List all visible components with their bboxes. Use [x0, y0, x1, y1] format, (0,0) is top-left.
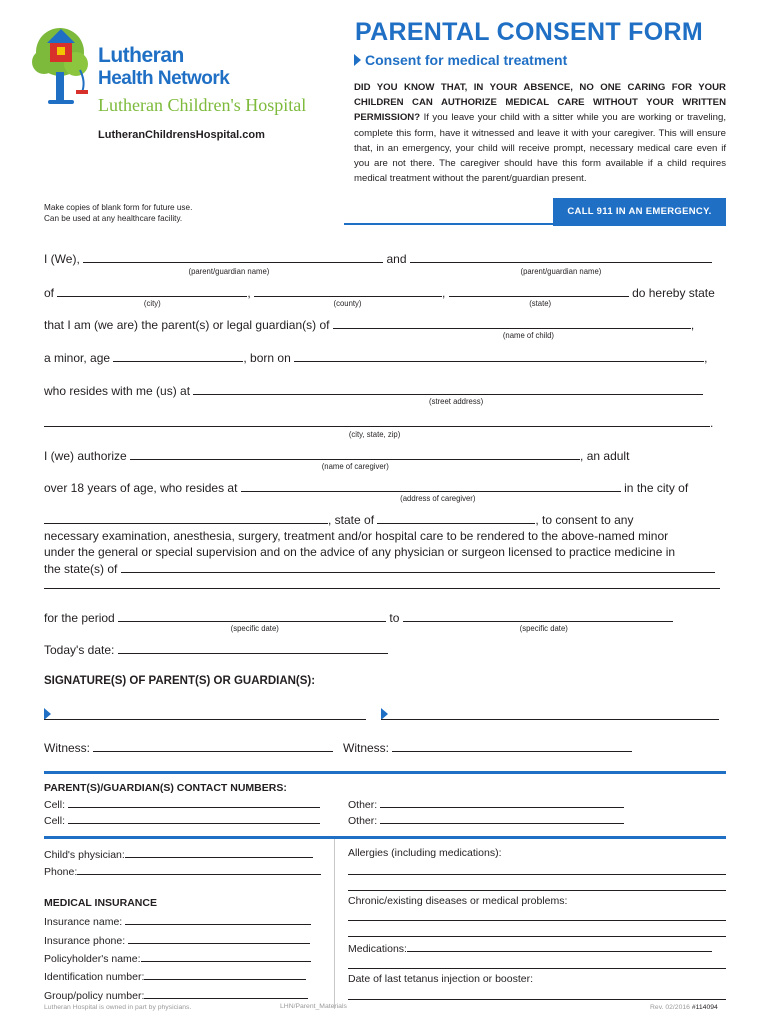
intro-paragraph [354, 80, 726, 186]
copies-note-line1: Make copies of blank form for future use. [44, 203, 193, 212]
section-divider-1 [44, 771, 726, 774]
period-end-field[interactable] [403, 609, 673, 622]
age-field[interactable] [113, 349, 243, 362]
brand-name-lutheran: Lutheran [98, 44, 184, 67]
page-title: PARENTAL CONSENT FORM [355, 18, 703, 46]
caption-child-name: (name of child) [502, 330, 555, 340]
city-state-zip-field[interactable] [44, 414, 710, 427]
street-address-field[interactable] [193, 382, 703, 395]
label-in-the-city-of: in the city of [624, 481, 689, 495]
other-field-1[interactable] [380, 797, 624, 808]
caption-county: (county) [333, 298, 362, 308]
emergency-banner-text: CALL 911 IN AN EMERGENCY. [567, 206, 712, 217]
label-witness-2: Witness: [343, 741, 390, 755]
label-i-we: I (We), [44, 252, 80, 266]
row-state-of [44, 511, 633, 527]
emergency-banner [553, 198, 726, 226]
column-divider [334, 839, 335, 1009]
consent-paragraph-line2: under the general or special supervision and on the advice of any physician or surgeon licensed to practice medicine in [44, 545, 676, 559]
states-field[interactable] [121, 560, 715, 573]
row-minor-age [44, 349, 707, 365]
physician-field[interactable] [125, 847, 313, 858]
triangle-right-icon [354, 54, 361, 66]
row-cell-2 [44, 813, 320, 827]
label-to: to [389, 611, 400, 625]
copies-note-line2: Can be used at any healthcare facility. [44, 214, 183, 223]
row-parent-of [44, 316, 694, 332]
footer-ownership-note: Lutheran Hospital is owned in part by physicians. [44, 1004, 192, 1011]
identification-field[interactable] [144, 969, 306, 980]
county-field[interactable] [254, 284, 442, 297]
caregiver-address-field[interactable] [241, 479, 621, 492]
label-an-adult: , an adult [580, 449, 630, 463]
footer-form-number: #114094 [691, 1004, 718, 1011]
caption-parent-name-1: (parent/guardian name) [188, 266, 270, 276]
cell-field-1[interactable] [68, 797, 320, 808]
page-subtitle [354, 52, 567, 68]
row-witness-2 [343, 739, 632, 755]
row-identification [44, 969, 306, 983]
caption-parent-name-2: (parent/guardian name) [520, 266, 602, 276]
subtitle-text: Consent for medical treatment [365, 52, 568, 68]
caption-city: (city) [143, 298, 161, 308]
caregiver-state-field[interactable] [377, 511, 535, 524]
insurance-name-field[interactable] [125, 914, 311, 925]
header-rule [344, 223, 554, 225]
city-field[interactable] [57, 284, 247, 297]
chronic-field-1[interactable] [348, 920, 726, 921]
witness-field-2[interactable] [392, 739, 632, 752]
caption-city-state-zip: (city, state, zip) [348, 429, 401, 439]
label-insurance-name: Insurance name: [44, 916, 123, 928]
parent-name-field-1[interactable] [83, 250, 383, 263]
signatures-heading: SIGNATURE(S) OF PARENT(S) OR GUARDIAN(S): [44, 675, 316, 687]
row-states-of [44, 560, 715, 576]
row-cell-1 [44, 797, 320, 811]
caregiver-name-field[interactable] [130, 447, 580, 460]
row-policyholder [44, 951, 311, 965]
label-phone: Phone: [44, 866, 78, 878]
caption-date-1: (specific date) [230, 623, 279, 633]
label-other-1: Other: [348, 799, 378, 811]
caregiver-city-field[interactable] [44, 511, 328, 524]
brand-name-childrens-hospital: Lutheran Children's Hospital [98, 95, 307, 115]
label-cell-1: Cell: [44, 799, 66, 811]
label-chronic: Chronic/existing diseases or medical problems: [348, 895, 568, 907]
label-i-authorize: I (we) authorize [44, 449, 127, 463]
row-resides [44, 382, 703, 398]
label-tetanus: Date of last tetanus injection or booster: [348, 973, 534, 985]
contacts-heading: PARENT(S)/GUARDIAN(S) CONTACT NUMBERS: [44, 782, 287, 794]
comma-4: , [704, 351, 708, 365]
insurance-heading: MEDICAL INSURANCE [44, 897, 157, 909]
label-medications: Medications: [348, 943, 407, 955]
label-cell-2: Cell: [44, 815, 66, 827]
row-physician-phone [44, 864, 321, 878]
label-to-consent: , to consent to any [535, 513, 634, 527]
row-other-2 [348, 813, 624, 827]
parent-name-field-2[interactable] [410, 250, 712, 263]
label-allergies: Allergies (including medications): [348, 847, 502, 859]
label-that-i-am: that I am (we are) the parent(s) or legal guardian(s) of [44, 318, 330, 332]
label-the-states-of: the state(s) of [44, 562, 118, 576]
label-group-policy: Group/policy number: [44, 990, 145, 1002]
child-name-field[interactable] [333, 316, 691, 329]
allergies-field-1[interactable] [348, 874, 726, 875]
medications-field-2[interactable] [348, 968, 726, 969]
row-childs-physician [44, 847, 313, 861]
signature-field-1[interactable] [44, 719, 366, 720]
label-do-hereby-state: do hereby state [632, 286, 715, 300]
signature-field-2[interactable] [381, 719, 719, 720]
row-other-1 [348, 797, 624, 811]
period-start-field[interactable] [118, 609, 386, 622]
row-period [44, 609, 673, 625]
state-field[interactable] [449, 284, 629, 297]
consent-paragraph-line1: necessary examination, anesthesia, surgery, treatment and/or hospital care to be rendered to the above-named minor [44, 529, 669, 543]
section-divider-2 [44, 836, 726, 839]
footer-materials-code: LHN/Parent_Materials [280, 1003, 347, 1010]
allergies-field-2[interactable] [348, 890, 726, 891]
label-identification: Identification number: [44, 971, 145, 983]
caption-date-2: (specific date) [519, 623, 568, 633]
tetanus-field[interactable] [348, 999, 726, 1000]
row-witness [44, 739, 333, 755]
label-other-2: Other: [348, 815, 378, 827]
footer-rev-date: Rev. 02/2016 [650, 1004, 690, 1011]
row-group-policy [44, 988, 308, 1002]
label-todays-date: Today's date: [44, 643, 115, 657]
states-field-line2[interactable] [44, 588, 720, 589]
label-childs-physician: Child's physician: [44, 849, 125, 861]
tree-house-logo [30, 20, 100, 106]
label-born-on: , born on [243, 351, 291, 365]
row-insurance-phone [44, 933, 310, 947]
label-insurance-phone: Insurance phone: [44, 935, 126, 947]
witness-field-1[interactable] [93, 739, 333, 752]
intro-body: If you leave your child with a sitter while you are working or traveling, complete this form, have it witnessed and leave it with your caregiver. This will ensure that, in an emergency, your child will receive prompt, necessary medical care even if you are not there. The caregiver should have this form available if a child requires medical treatment without the parent/guardian present. [354, 112, 726, 185]
cell-field-2[interactable] [68, 813, 320, 824]
comma-3: , [690, 318, 695, 332]
brand-website: LutheranChildrensHospital.com [98, 129, 265, 141]
label-a-minor-age: a minor, age [44, 351, 111, 365]
row-todays-date [44, 641, 388, 657]
label-who-resides: who resides with me (us) at [44, 384, 191, 398]
label-and: and [386, 252, 407, 266]
medications-field[interactable] [407, 941, 712, 952]
policyholder-field[interactable] [141, 951, 311, 962]
caption-state: (state) [529, 298, 552, 308]
caption-caregiver-address: (address of caregiver) [400, 493, 476, 503]
chronic-field-2[interactable] [348, 936, 726, 937]
insurance-phone-field[interactable] [128, 933, 310, 944]
brand-name-health-network: Health Network [98, 68, 230, 89]
row-city-state-zip [44, 414, 713, 430]
label-policyholder: Policyholder's name: [44, 953, 141, 965]
birth-date-field[interactable] [294, 349, 704, 362]
comma-2: , [442, 286, 446, 300]
footer-revision [650, 1004, 718, 1011]
other-field-2[interactable] [380, 813, 624, 824]
label-of: of [44, 286, 55, 300]
group-policy-field[interactable] [144, 988, 308, 999]
row-over-18 [44, 479, 688, 495]
label-for-the-period: for the period [44, 611, 115, 625]
label-state-of: , state of [328, 513, 375, 527]
physician-phone-field[interactable] [77, 864, 321, 875]
label-over-18: over 18 years of age, who resides at [44, 481, 238, 495]
row-i-we [44, 250, 712, 266]
caption-street-address: (street address) [429, 396, 484, 406]
signature-arrow-icon-1 [44, 706, 55, 724]
label-witness-1: Witness: [44, 741, 91, 755]
todays-date-field[interactable] [118, 641, 388, 654]
intro-bold-question: DID YOU KNOW THAT, IN YOUR ABSENCE, NO ONE CARING FOR YOUR CHILDREN CAN AUTHORIZE MEDICAL CARE WITHOUT YOUR WRITTEN PERMISSION? [354, 82, 726, 124]
comma-1: , [247, 286, 251, 300]
period-1: . [710, 416, 714, 430]
row-medications [348, 941, 712, 955]
row-insurance-name [44, 914, 311, 928]
caption-caregiver-name: (name of caregiver) [321, 461, 389, 471]
signature-arrow-icon-2 [381, 706, 392, 724]
